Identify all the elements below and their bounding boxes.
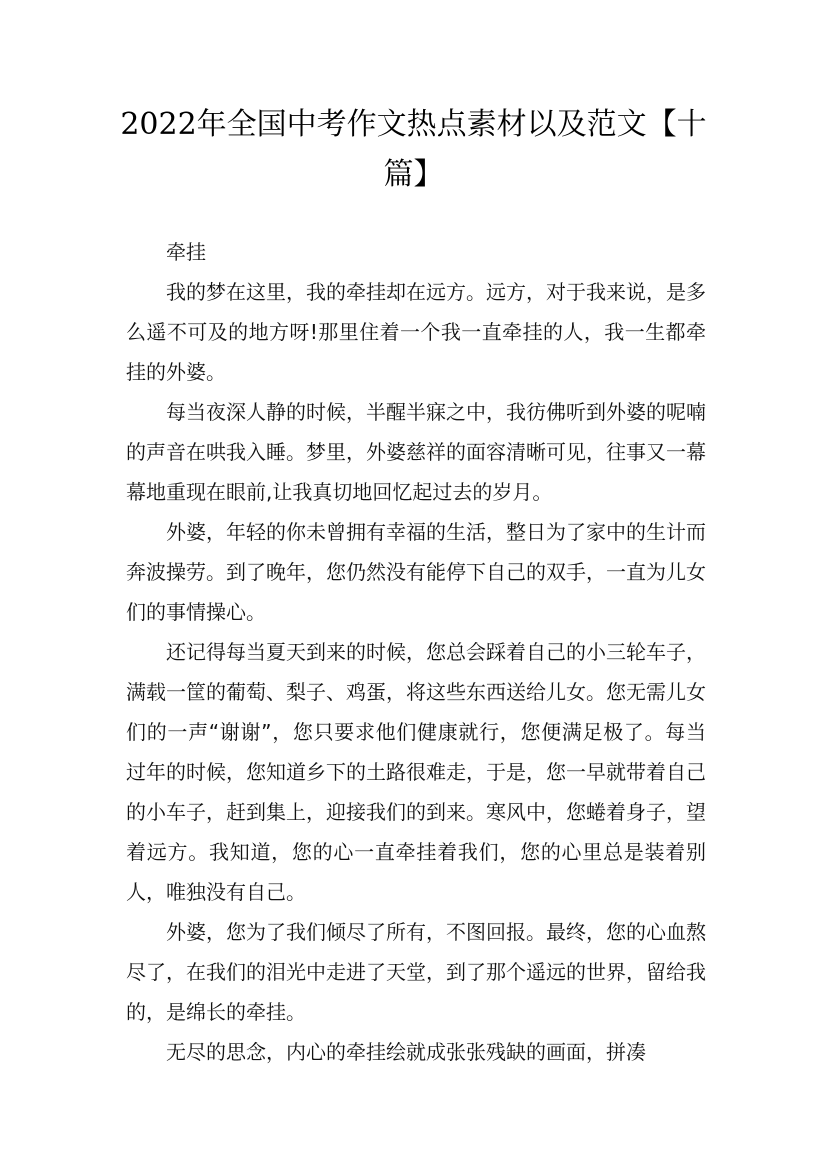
paragraph-5: 外婆，您为了我们倾尽了所有，不图回报。最终，您的心血熬尽了，在我们的泪光中走进了天堂，到了那个遥远的世界，留给我的，是绵长的牵挂。 bbox=[126, 920, 706, 1024]
paragraph-2: 每当夜深人静的时候，半醒半寐之中，我彷佛听到外婆的呢喃的声音在哄我入睡。梦里，外婆慈祥的面容清晰可见，往事又一幕幕地重现在眼前,让我真切地回忆起过去的岁月。 bbox=[126, 400, 706, 504]
document-title: 2022年全国中考作文热点素材以及范文【十篇】 bbox=[120, 107, 707, 192]
essay-body bbox=[126, 232, 706, 1072]
paragraph-6: 无尽的思念，内心的牵挂绘就成张张残缺的画面，拼凑 bbox=[166, 1040, 646, 1064]
paragraph-1: 我的梦在这里，我的牵挂却在远方。远方，对于我来说，是多么遥不可及的地方呀!那里住着一个我一直牵挂的人，我一生都牵挂的外婆。 bbox=[126, 280, 706, 384]
paragraph-3: 外婆，年轻的你未曾拥有幸福的生活，整日为了家中的生计而奔波操劳。到了晚年，您仍然没有能停下自己的双手，一直为儿女们的事情操心。 bbox=[126, 520, 706, 624]
essay-title: 牵挂 bbox=[166, 240, 206, 264]
paragraph-4: 还记得每当夏天到来的时候，您总会踩着自己的小三轮车子，满载一筐的葡萄、梨子、鸡蛋，将这些东西送给儿女。您无需儿女们的一声“谢谢”，您只要求他们健康就行，您便满足极了。每当过年的时候，您知道乡下的土路很难走，于是，您一早就带着自己的小车子，赶到集上，迎接我们的到来。寒风中，您蜷着身子，望着远方。我知道，您的心一直牵挂着我们，您的心里总是装着别人，唯独没有自己。 bbox=[126, 640, 706, 904]
